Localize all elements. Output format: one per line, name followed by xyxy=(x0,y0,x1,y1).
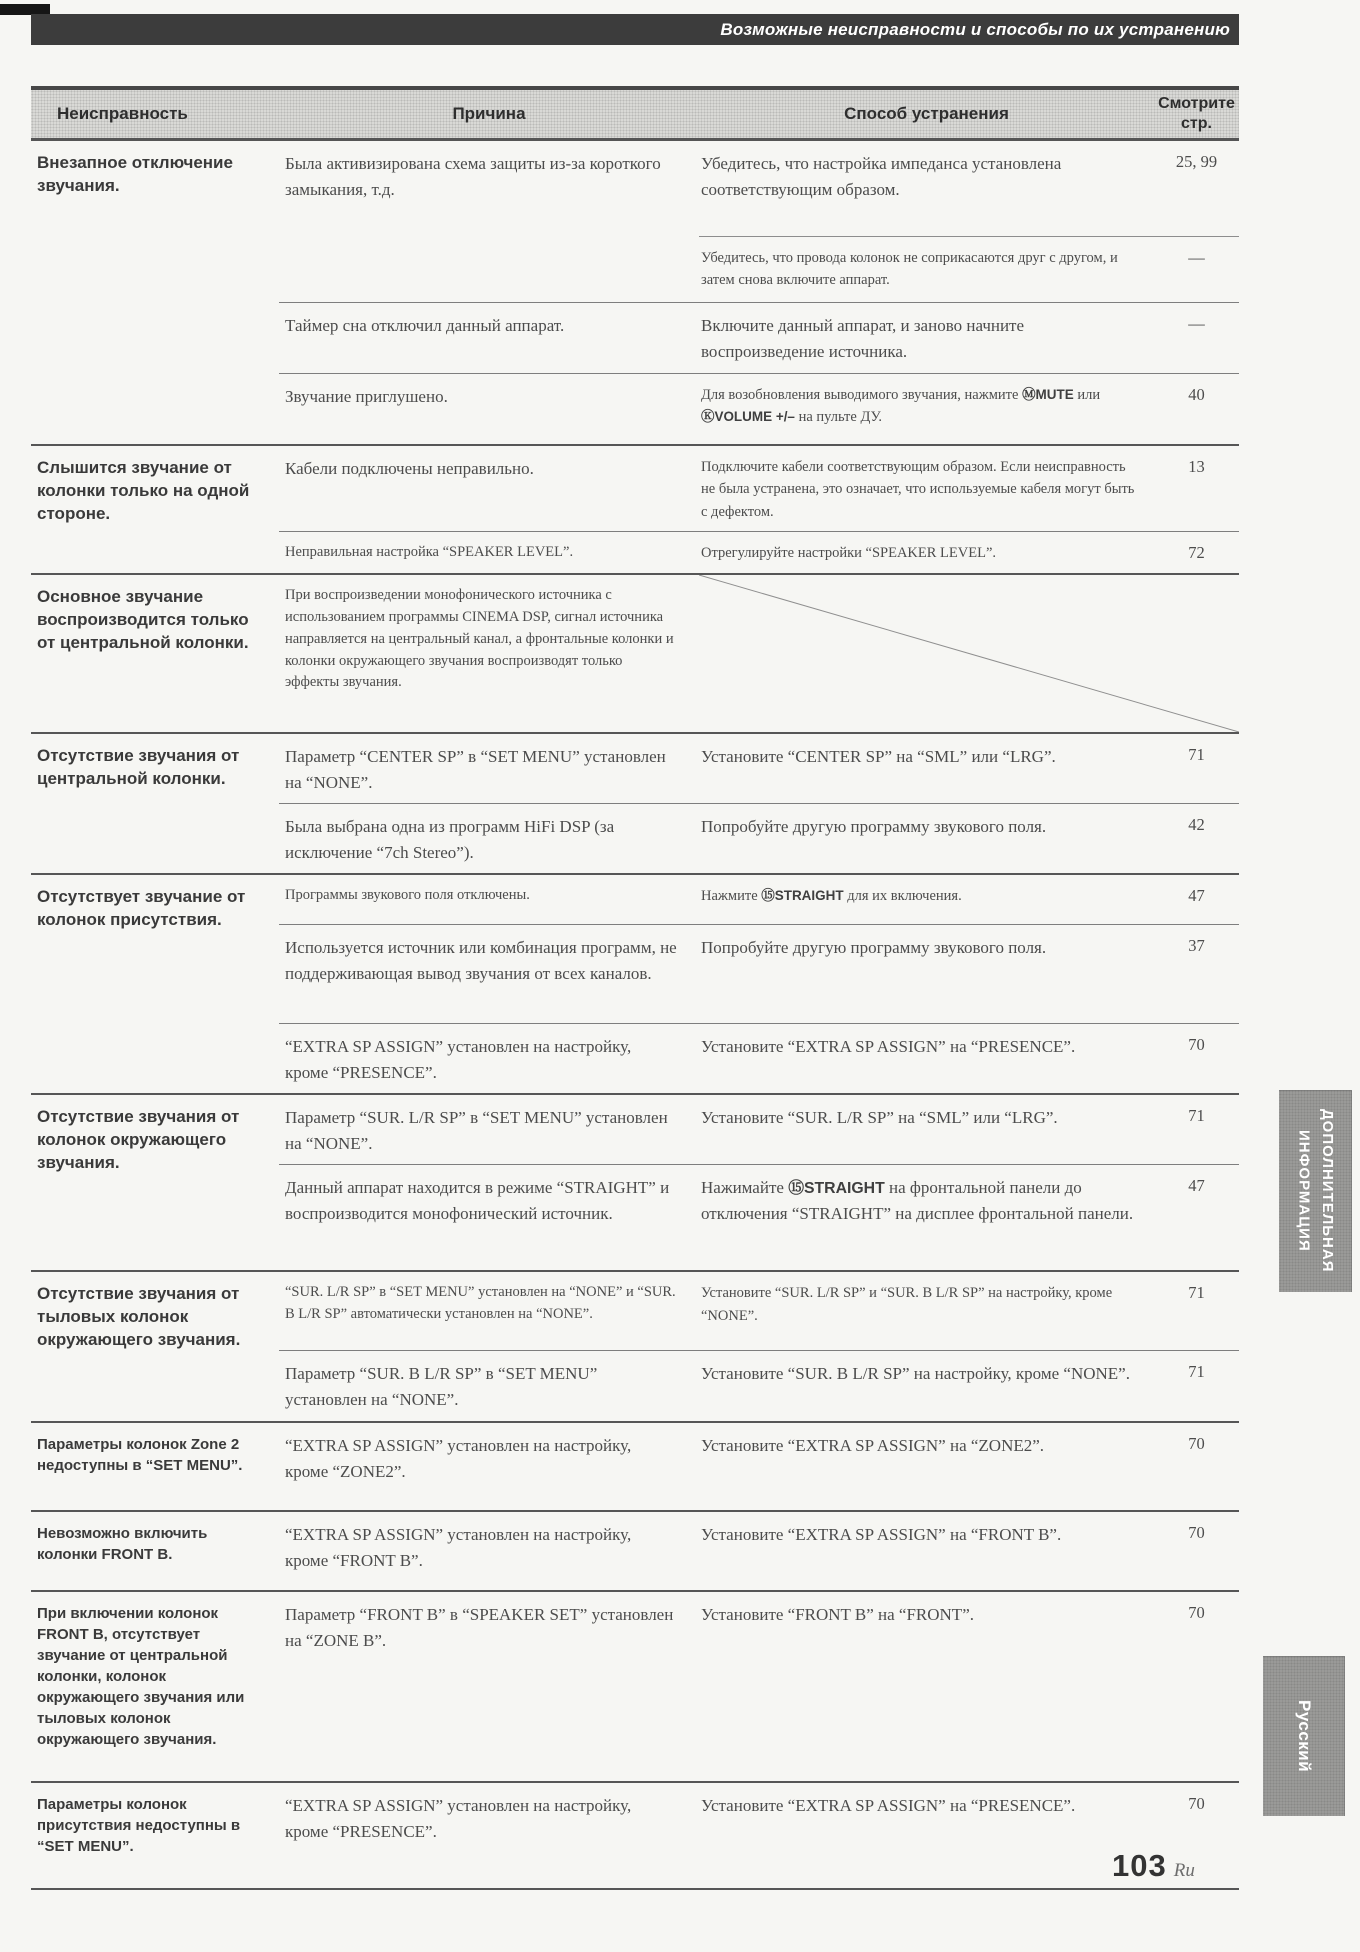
table-row xyxy=(31,1093,1239,1270)
cause-remedy-group xyxy=(279,875,1239,1093)
cause-row xyxy=(279,924,1239,1023)
column-header-see-page-line2: стр. xyxy=(1181,115,1212,132)
page-reference: 71 xyxy=(1188,1362,1205,1382)
side-tab-info-line1: ДОПОЛНИТЕЛЬНАЯ xyxy=(1318,1109,1336,1273)
table-row xyxy=(31,573,1239,732)
table-header-row xyxy=(31,86,1239,141)
remedy-cell: Установите “SUR. L/R SP” и “SUR. B L/R SP” на настройку, кроме “NONE”. xyxy=(701,1285,1113,1324)
device-button-label: ⑮STRAIGHT xyxy=(788,1180,885,1198)
table-row xyxy=(31,1510,1239,1590)
remedy-cell: Установите “SUR. L/R SP” на “SML” или “LRG”. xyxy=(701,1108,1058,1128)
cause-cell: Была активизирована схема защиты из-за короткого замыкания, т.д. xyxy=(285,154,661,199)
remedy-row xyxy=(699,1095,1239,1158)
column-header-see-page-line1: Смотрите xyxy=(1158,95,1235,112)
cause-cell: Звучание приглушено. xyxy=(285,387,448,406)
side-tab-info-line2: ИНФОРМАЦИЯ xyxy=(1295,1130,1313,1252)
side-tab-language-text: Русский xyxy=(1295,1699,1315,1773)
remedy-cell: Убедитесь, что настройка импеданса установлена соответствующим образом. xyxy=(701,154,1062,199)
page-reference: 47 xyxy=(1188,886,1205,906)
remedy-row xyxy=(699,734,1239,790)
remedy-cell: Попробуйте другую программу звукового поля. xyxy=(701,817,1047,837)
remedies-group xyxy=(699,804,1239,873)
remedies-group xyxy=(699,1351,1239,1421)
cause-row xyxy=(279,446,1239,531)
remedy-cell: Подключите кабели соответствующим образом. Если неисправность не была устранена, это означает, что используемые кабеля могут быть с дефектом. xyxy=(701,459,1135,520)
text-segment: для их включения. xyxy=(843,888,962,905)
cause-row xyxy=(279,1272,1239,1350)
problem-cell: Основное звучание воспроизводится только от центральной колонки. xyxy=(37,587,249,652)
remedy-cell: Убедитесь, что провода колонок не соприкасаются друг с другом, и затем снова включите аппарат. xyxy=(701,250,1118,289)
page-language-suffix: Ru xyxy=(1173,1860,1195,1881)
problem-cell: Отсутствует звучание от колонок присутствия. xyxy=(37,887,246,930)
device-button-label: ⓀVOLUME +/– xyxy=(701,409,795,425)
cause-remedy-group xyxy=(279,1272,1239,1421)
page-reference: 70 xyxy=(1188,1523,1205,1543)
problem-cell: Отсутствие звучания от колонок окружающего звучания. xyxy=(37,1107,240,1172)
remedies-group xyxy=(699,1165,1239,1270)
remedies-group xyxy=(699,1423,1239,1510)
remedy-row xyxy=(699,303,1239,373)
page-reference: 70 xyxy=(1188,1434,1205,1454)
cause-row xyxy=(279,575,1239,732)
cause-cell: При воспроизведении монофонического источника с использованием программы CINEMA DSP, сигнал источника направляется на центральный канал, а фронтальные колонки и колонки окружающего звучания воспроизводят только эффекты звучания. xyxy=(285,587,674,691)
cause-cell: Неправильная настройка “SPEAKER LEVEL”. xyxy=(285,544,574,561)
problem-cell: Отсутствие звучания от центральной колонки. xyxy=(37,746,240,789)
remedy-cell: Установите “EXTRA SP ASSIGN” на “FRONT B”. xyxy=(701,1525,1062,1545)
cause-cell: Данный аппарат находится в режиме “STRAIGHT” и воспроизводится монофонический источник. xyxy=(285,1178,670,1223)
page-reference: 13 xyxy=(1188,457,1205,476)
cause-cell: “EXTRA SP ASSIGN” установлен на настройку, кроме “ZONE2”. xyxy=(285,1436,632,1481)
page-reference: — xyxy=(1188,314,1205,333)
page-reference: 71 xyxy=(1188,1106,1205,1126)
table-row xyxy=(31,1590,1239,1781)
remedy-row xyxy=(699,236,1239,302)
remedy-cell: Установите “EXTRA SP ASSIGN” на “PRESENCE”. xyxy=(701,1796,1076,1816)
remedies-group xyxy=(699,1095,1239,1164)
side-tab-additional-info xyxy=(1279,1090,1352,1292)
remedy-cell: Включите данный аппарат, и заново начните воспроизведение источника. xyxy=(701,316,1025,361)
device-button-label: ⑮STRAIGHT xyxy=(761,888,844,904)
problem-cell: Внезапное отключение звучания. xyxy=(37,153,233,195)
cause-row xyxy=(279,141,1239,302)
remedy-row xyxy=(699,1592,1239,1781)
table-row xyxy=(31,873,1239,1093)
cause-remedy-group xyxy=(279,1512,1239,1590)
text-segment: или xyxy=(1073,387,1101,403)
problem-cell: Параметры колонок Zone 2 недоступны в “SET MENU”. xyxy=(37,1436,243,1475)
page-footer xyxy=(1112,1848,1195,1884)
cause-row xyxy=(279,1095,1239,1164)
text-segment: Для возобновления выводимого звучания, нажмите xyxy=(701,387,1023,403)
side-tab-language xyxy=(1263,1656,1345,1816)
cause-row xyxy=(279,373,1239,444)
cause-cell: Программы звукового поля отключены. xyxy=(285,887,530,904)
cause-remedy-group xyxy=(279,141,1239,444)
cause-cell: Параметр “SUR. B L/R SP” в “SET MENU” установлен на “NONE”. xyxy=(285,1364,598,1409)
page-reference: — xyxy=(1188,248,1205,267)
problem-cell: Параметры колонок присутствия недоступны в “SET MENU”. xyxy=(37,1796,241,1856)
remedy-cell: Установите “EXTRA SP ASSIGN” на “ZONE2”. xyxy=(701,1436,1045,1456)
text-segment: Нажимайте xyxy=(701,1178,789,1198)
cause-cell: Кабели подключены неправильно. xyxy=(285,459,534,478)
remedies-group xyxy=(699,141,1239,302)
cause-row xyxy=(279,1023,1239,1093)
side-tab-additional-info-label xyxy=(1292,1109,1339,1273)
table-row xyxy=(31,732,1239,873)
remedies-group xyxy=(699,532,1239,573)
table-row xyxy=(31,1421,1239,1510)
page-reference: 71 xyxy=(1188,745,1205,765)
remedy-row xyxy=(699,374,1239,444)
remedy-row xyxy=(699,575,1239,732)
cause-remedy-group xyxy=(279,1095,1239,1270)
cause-cell: Параметр “CENTER SP” в “SET MENU” установлен на “NONE”. xyxy=(285,747,666,792)
remedy-cell: Отрегулируйте настройки “SPEAKER LEVEL”. xyxy=(701,545,997,562)
remedy-cell: Установите “EXTRA SP ASSIGN” на “PRESENCE”. xyxy=(701,1037,1076,1057)
remedy-row xyxy=(699,925,1239,1023)
device-button-label: ⓂMUTE xyxy=(1022,387,1074,402)
not-applicable-diagonal-line xyxy=(699,575,1239,732)
remedy-row xyxy=(699,446,1239,531)
page-number: 103 xyxy=(1112,1848,1167,1883)
cause-row xyxy=(279,803,1239,873)
remedy-row xyxy=(699,1024,1239,1091)
table-row xyxy=(31,1270,1239,1421)
cause-cell: Была выбрана одна из программ HiFi DSP (за исключение “7ch Stereo”). xyxy=(285,817,615,862)
cause-cell: Используется источник или комбинация программ, не поддерживающая вывод звучания от всех каналов. xyxy=(285,938,677,983)
remedy-row xyxy=(699,532,1239,573)
cause-row xyxy=(279,1592,1239,1781)
remedies-group xyxy=(699,303,1239,373)
cause-cell: Параметр “SUR. L/R SP” в “SET MENU” установлен на “NONE”. xyxy=(285,1108,668,1153)
problem-cell: При включении колонок FRONT B, отсутствует звучание от центральной колонки, колонок окружающего звучания или тыловых колонок окружающего звучания. xyxy=(37,1605,245,1749)
cause-cell: “EXTRA SP ASSIGN” установлен на настройку, кроме “PRESENCE”. xyxy=(285,1037,632,1082)
page-reference: 25, 99 xyxy=(1175,152,1218,171)
cause-row xyxy=(279,531,1239,573)
cause-cell: “SUR. L/R SP” в “SET MENU” установлен на “NONE” и “SUR. B L/R SP” автоматически установлен на “NONE”. xyxy=(285,1284,676,1323)
section-title-bar xyxy=(31,14,1239,45)
problem-cell: Отсутствие звучания от тыловых колонок окружающего звучания. xyxy=(37,1284,241,1349)
page-reference: 71 xyxy=(1188,1283,1205,1303)
cause-cell: “EXTRA SP ASSIGN” установлен на настройку, кроме “FRONT B”. xyxy=(285,1525,632,1570)
remedies-group xyxy=(699,575,1239,732)
cause-row xyxy=(279,875,1239,924)
problem-cell: Невозможно включить колонки FRONT B. xyxy=(37,1525,208,1564)
column-header-see-page xyxy=(1154,90,1239,138)
remedy-row xyxy=(699,1351,1239,1421)
remedies-group xyxy=(699,374,1239,444)
remedy-row xyxy=(699,141,1239,236)
remedies-group xyxy=(699,446,1239,531)
remedy-cell: Установите “FRONT B” на “FRONT”. xyxy=(701,1605,974,1625)
cause-cell: “EXTRA SP ASSIGN” установлен на настройку, кроме “PRESENCE”. xyxy=(285,1796,632,1841)
page-reference: 37 xyxy=(1188,936,1205,956)
remedies-group xyxy=(699,1592,1239,1781)
table-row xyxy=(31,1781,1239,1890)
page-reference: 42 xyxy=(1188,815,1205,835)
remedy-cell: Установите “SUR. B L/R SP” на настройку, кроме “NONE”. xyxy=(701,1364,1130,1384)
cause-row xyxy=(279,1423,1239,1510)
cause-remedy-group xyxy=(279,575,1239,732)
remedies-group xyxy=(699,1024,1239,1093)
text-segment: на пульте ДУ. xyxy=(794,409,883,426)
cause-row xyxy=(279,1783,1239,1888)
section-title: Возможные неисправности и способы по их устранению xyxy=(720,19,1230,39)
remedy-row xyxy=(699,875,1239,924)
cause-remedy-group xyxy=(279,1783,1239,1888)
page-reference: 47 xyxy=(1188,1176,1205,1196)
remedies-group xyxy=(699,925,1239,1023)
cause-remedy-group xyxy=(279,1592,1239,1781)
remedy-cell xyxy=(699,875,1154,924)
remedy-cell xyxy=(699,1165,1154,1270)
remedy-row xyxy=(699,1165,1239,1270)
remedy-cell: Установите “CENTER SP” на “SML” или “LRG”. xyxy=(701,747,1056,767)
table-row xyxy=(31,444,1239,573)
cause-row xyxy=(279,1350,1239,1421)
cause-row xyxy=(279,302,1239,373)
column-header-cause: Причина xyxy=(452,104,526,123)
remedy-row xyxy=(699,804,1239,866)
cause-row xyxy=(279,1164,1239,1270)
page-reference: 70 xyxy=(1188,1794,1205,1814)
remedy-row xyxy=(699,1512,1239,1590)
remedy-cell xyxy=(699,374,1154,444)
side-tab-language-label xyxy=(1291,1700,1317,1772)
cause-cell: Таймер сна отключил данный аппарат. xyxy=(285,316,565,335)
page-reference: 72 xyxy=(1188,543,1205,563)
remedies-group xyxy=(699,1512,1239,1590)
remedy-cell: Попробуйте другую программу звукового поля. xyxy=(701,938,1047,958)
table-body xyxy=(31,141,1239,1890)
column-header-problem: Неисправность xyxy=(57,104,188,123)
remedy-row xyxy=(699,1423,1239,1510)
text-segment: на фронтальной панели до отключения “STRAIGHT” на дисплее фронтальной панели. xyxy=(701,1178,1134,1224)
cause-row xyxy=(279,1512,1239,1590)
troubleshooting-table xyxy=(31,86,1239,1890)
remedies-group xyxy=(699,1272,1239,1350)
cause-row xyxy=(279,734,1239,803)
cause-remedy-group xyxy=(279,734,1239,873)
cause-cell: Параметр “FRONT B” в “SPEAKER SET” установлен на “ZONE B”. xyxy=(285,1605,674,1650)
remedy-row xyxy=(699,1272,1239,1350)
page-reference: 40 xyxy=(1188,385,1205,404)
remedies-group xyxy=(699,734,1239,803)
cause-remedy-group xyxy=(279,1423,1239,1510)
column-header-remedy: Способ устранения xyxy=(844,104,1009,123)
page-reference: 70 xyxy=(1188,1603,1205,1623)
page-reference: 70 xyxy=(1188,1035,1205,1055)
cause-remedy-group xyxy=(279,446,1239,573)
remedies-group xyxy=(699,875,1239,924)
text-segment: Нажмите xyxy=(701,888,762,905)
table-row xyxy=(31,141,1239,444)
problem-cell: Слышится звучание от колонки только на одной стороне. xyxy=(37,458,250,523)
